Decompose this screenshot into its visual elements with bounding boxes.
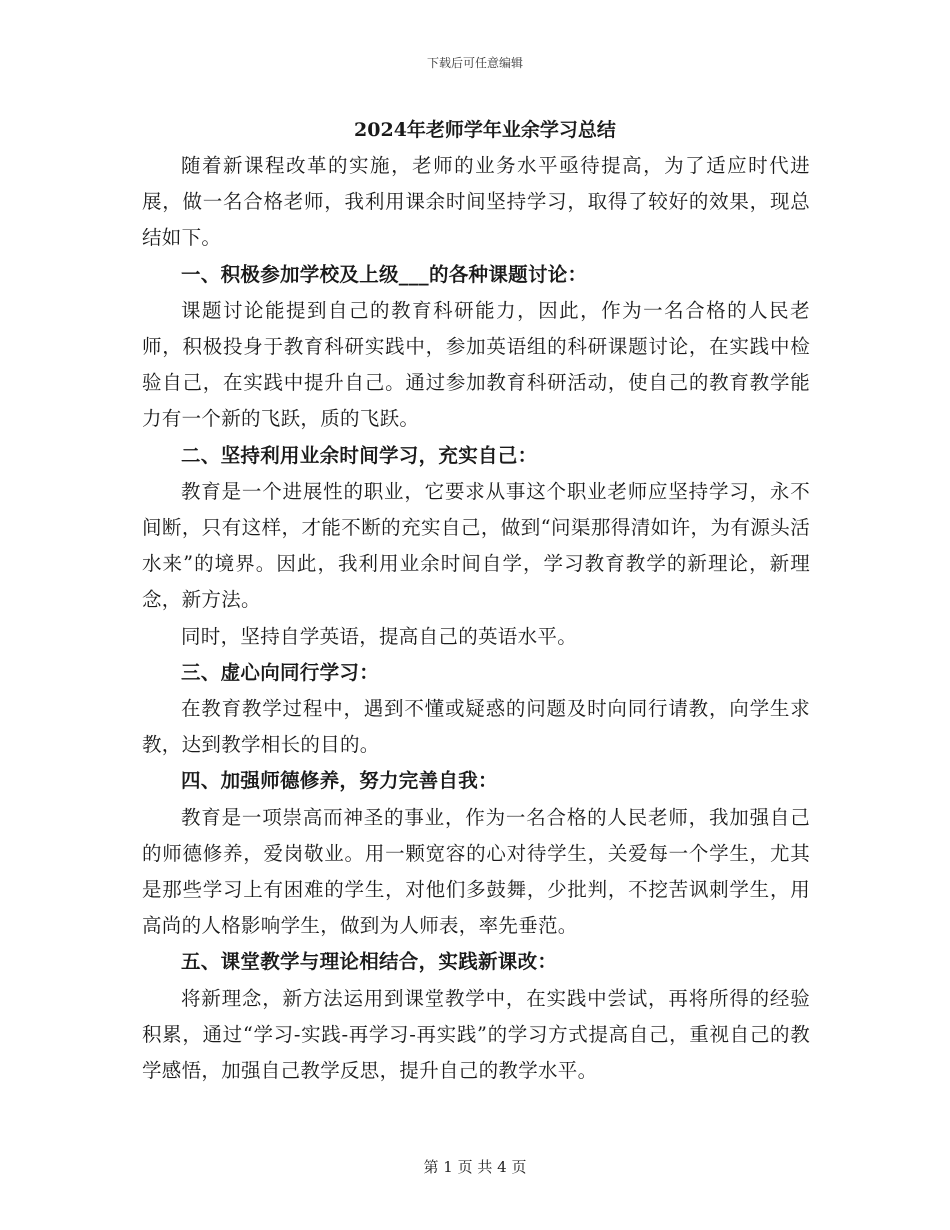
section-heading-3: 三、虚心向同行学习： [181, 660, 380, 684]
header-note: 下载后可任意编辑 [426, 56, 523, 70]
section-paragraph-4: 教育是一项崇高而神圣的事业，作为一名合格的人民老师，我加强自己的师德修养，爱岗敬业。用一颗宽容的心对待学生，关爱每一个学生，尤其是那些学习上有困难的学生，对他们多鼓舞，少批判，不挖苦讽刺学生，用高尚的人格影响学生，做到为人师表，率先垂范。 [142, 805, 810, 938]
section-paragraph-2a: 教育是一个进展性的职业，它要求从事这个职业老师应坚持学习，永不间断，只有这样，才能不断的充实自己，做到“问渠那得清如许，为有源头活水来”的境界。因此，我利用业余时间自学，学习教育教学的新理论，新理念，新方法。 [142, 479, 810, 612]
document-body [142, 112, 810, 1089]
section-heading-2: 二、坚持利用业余时间学习，充实自己： [181, 443, 538, 467]
section-paragraph-3: 在教育教学过程中，遇到不懂或疑惑的问题及时向同行请教，向学生求教，达到教学相长的目的。 [142, 697, 810, 757]
page-number-footer: 第 1 页 共 4 页 [423, 1158, 527, 1176]
section-heading-5: 五、课堂教学与理论相结合，实践新课改： [181, 950, 558, 974]
section-paragraph-2b: 同时，坚持自学英语，提高自己的英语水平。 [181, 624, 578, 648]
section-paragraph-5: 将新理念，新方法运用到课堂教学中，在实践中尝试，再将所得的经验积累，通过“学习-实践-再学习-再实践”的学习方式提高自己，重视自己的教学感悟，加强自己教学反思，提升自己的教学水平。 [142, 986, 810, 1083]
section-heading-1: 一、积极参加学校及上级___的各种课题讨论： [181, 262, 588, 286]
section-paragraph-1: 课题讨论能提到自己的教育科研能力，因此，作为一名合格的人民老师，积极投身于教育科研实践中，参加英语组的科研课题讨论，在实践中检验自己，在实践中提升自己。通过参加教育科研活动，使自己的教育教学能力有一个新的飞跃，质的飞跃。 [142, 298, 810, 431]
section-heading-4: 四、加强师德修养，努力完善自我： [181, 769, 498, 793]
intro-paragraph: 随着新课程改革的实施，老师的业务水平亟待提高，为了适应时代进展，做一名合格老师，我利用课余时间坚持学习，取得了较好的效果，现总结如下。 [142, 154, 810, 250]
document-title: 2024年老师学年业余学习总结 [354, 119, 616, 141]
